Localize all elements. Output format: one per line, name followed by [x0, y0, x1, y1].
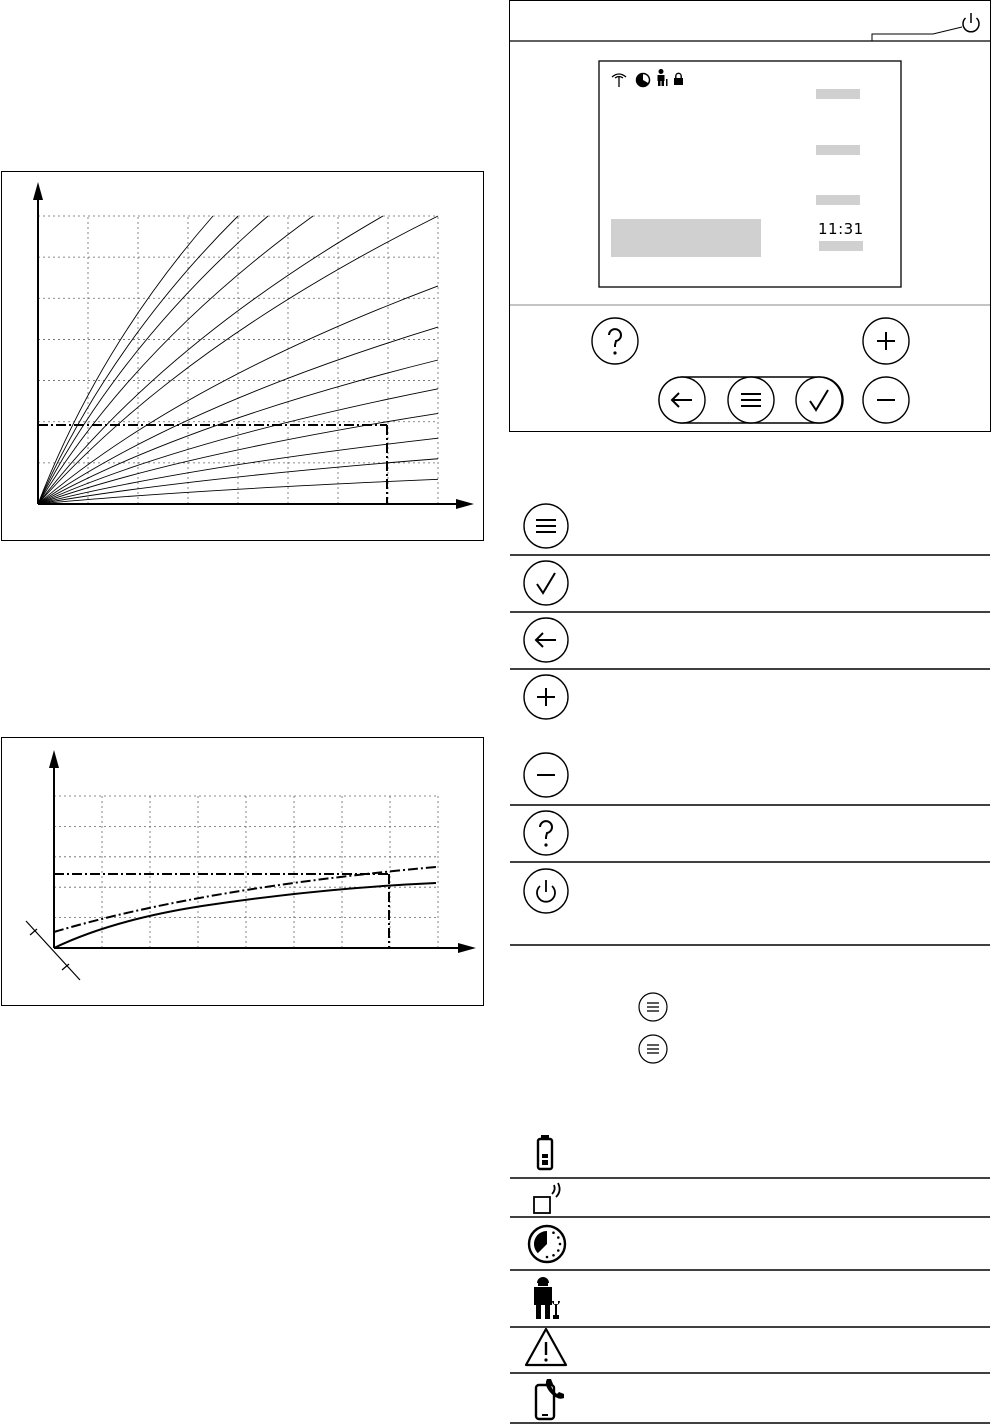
menu-icon [524, 504, 568, 548]
display-highlight-row [611, 219, 761, 257]
control-panel-svg [510, 1, 990, 431]
display-time: 11:31 [818, 220, 864, 238]
control-panel [509, 0, 991, 432]
installer-icon [534, 1277, 560, 1319]
confirm-button[interactable] [796, 377, 842, 423]
battery-icon [538, 1135, 552, 1169]
power-icon [524, 869, 568, 913]
key-legend [509, 495, 992, 950]
display-value-bar [819, 241, 863, 251]
plus-icon [524, 675, 568, 719]
back-arrow-icon [524, 618, 568, 662]
heating-curve-2 [38, 216, 238, 504]
plus-button[interactable] [863, 318, 909, 364]
chart-series-group [38, 216, 438, 504]
power-button[interactable] [963, 13, 979, 32]
series-solid [54, 883, 436, 948]
comparison-curve-chart [1, 737, 484, 1006]
x-axis-arrow [456, 499, 474, 509]
power-callout-line [872, 27, 962, 41]
y-axis-arrow [49, 750, 59, 768]
heating-curve-6 [38, 216, 438, 504]
display-value-bar [816, 195, 860, 205]
back-button[interactable] [659, 377, 705, 423]
minus-icon [524, 753, 568, 797]
menu-icon [637, 1033, 669, 1065]
heating-curve-10 [38, 389, 438, 504]
heating-curve-3 [38, 216, 268, 504]
status-legend [509, 1125, 992, 1425]
chart-grid [38, 216, 438, 504]
display-value-bar [816, 145, 860, 155]
y-axis-arrow [33, 182, 43, 200]
phone-icon [536, 1379, 564, 1419]
display-value-bar [816, 89, 860, 99]
question-icon [524, 811, 568, 855]
menu-icon [637, 991, 669, 1023]
x-axis-arrow [458, 943, 476, 953]
radio-signal-icon [534, 1183, 560, 1213]
timer-icon [529, 1226, 565, 1262]
heating-curve-chart [1, 171, 484, 541]
comparison-curve-svg [2, 738, 483, 1005]
help-button[interactable] [592, 318, 638, 364]
check-icon [524, 561, 568, 605]
heating-curve-svg [2, 172, 483, 540]
minus-button[interactable] [863, 377, 909, 423]
menu-button[interactable] [728, 377, 774, 423]
warning-icon [526, 1329, 566, 1365]
heating-curve-5 [38, 216, 383, 504]
